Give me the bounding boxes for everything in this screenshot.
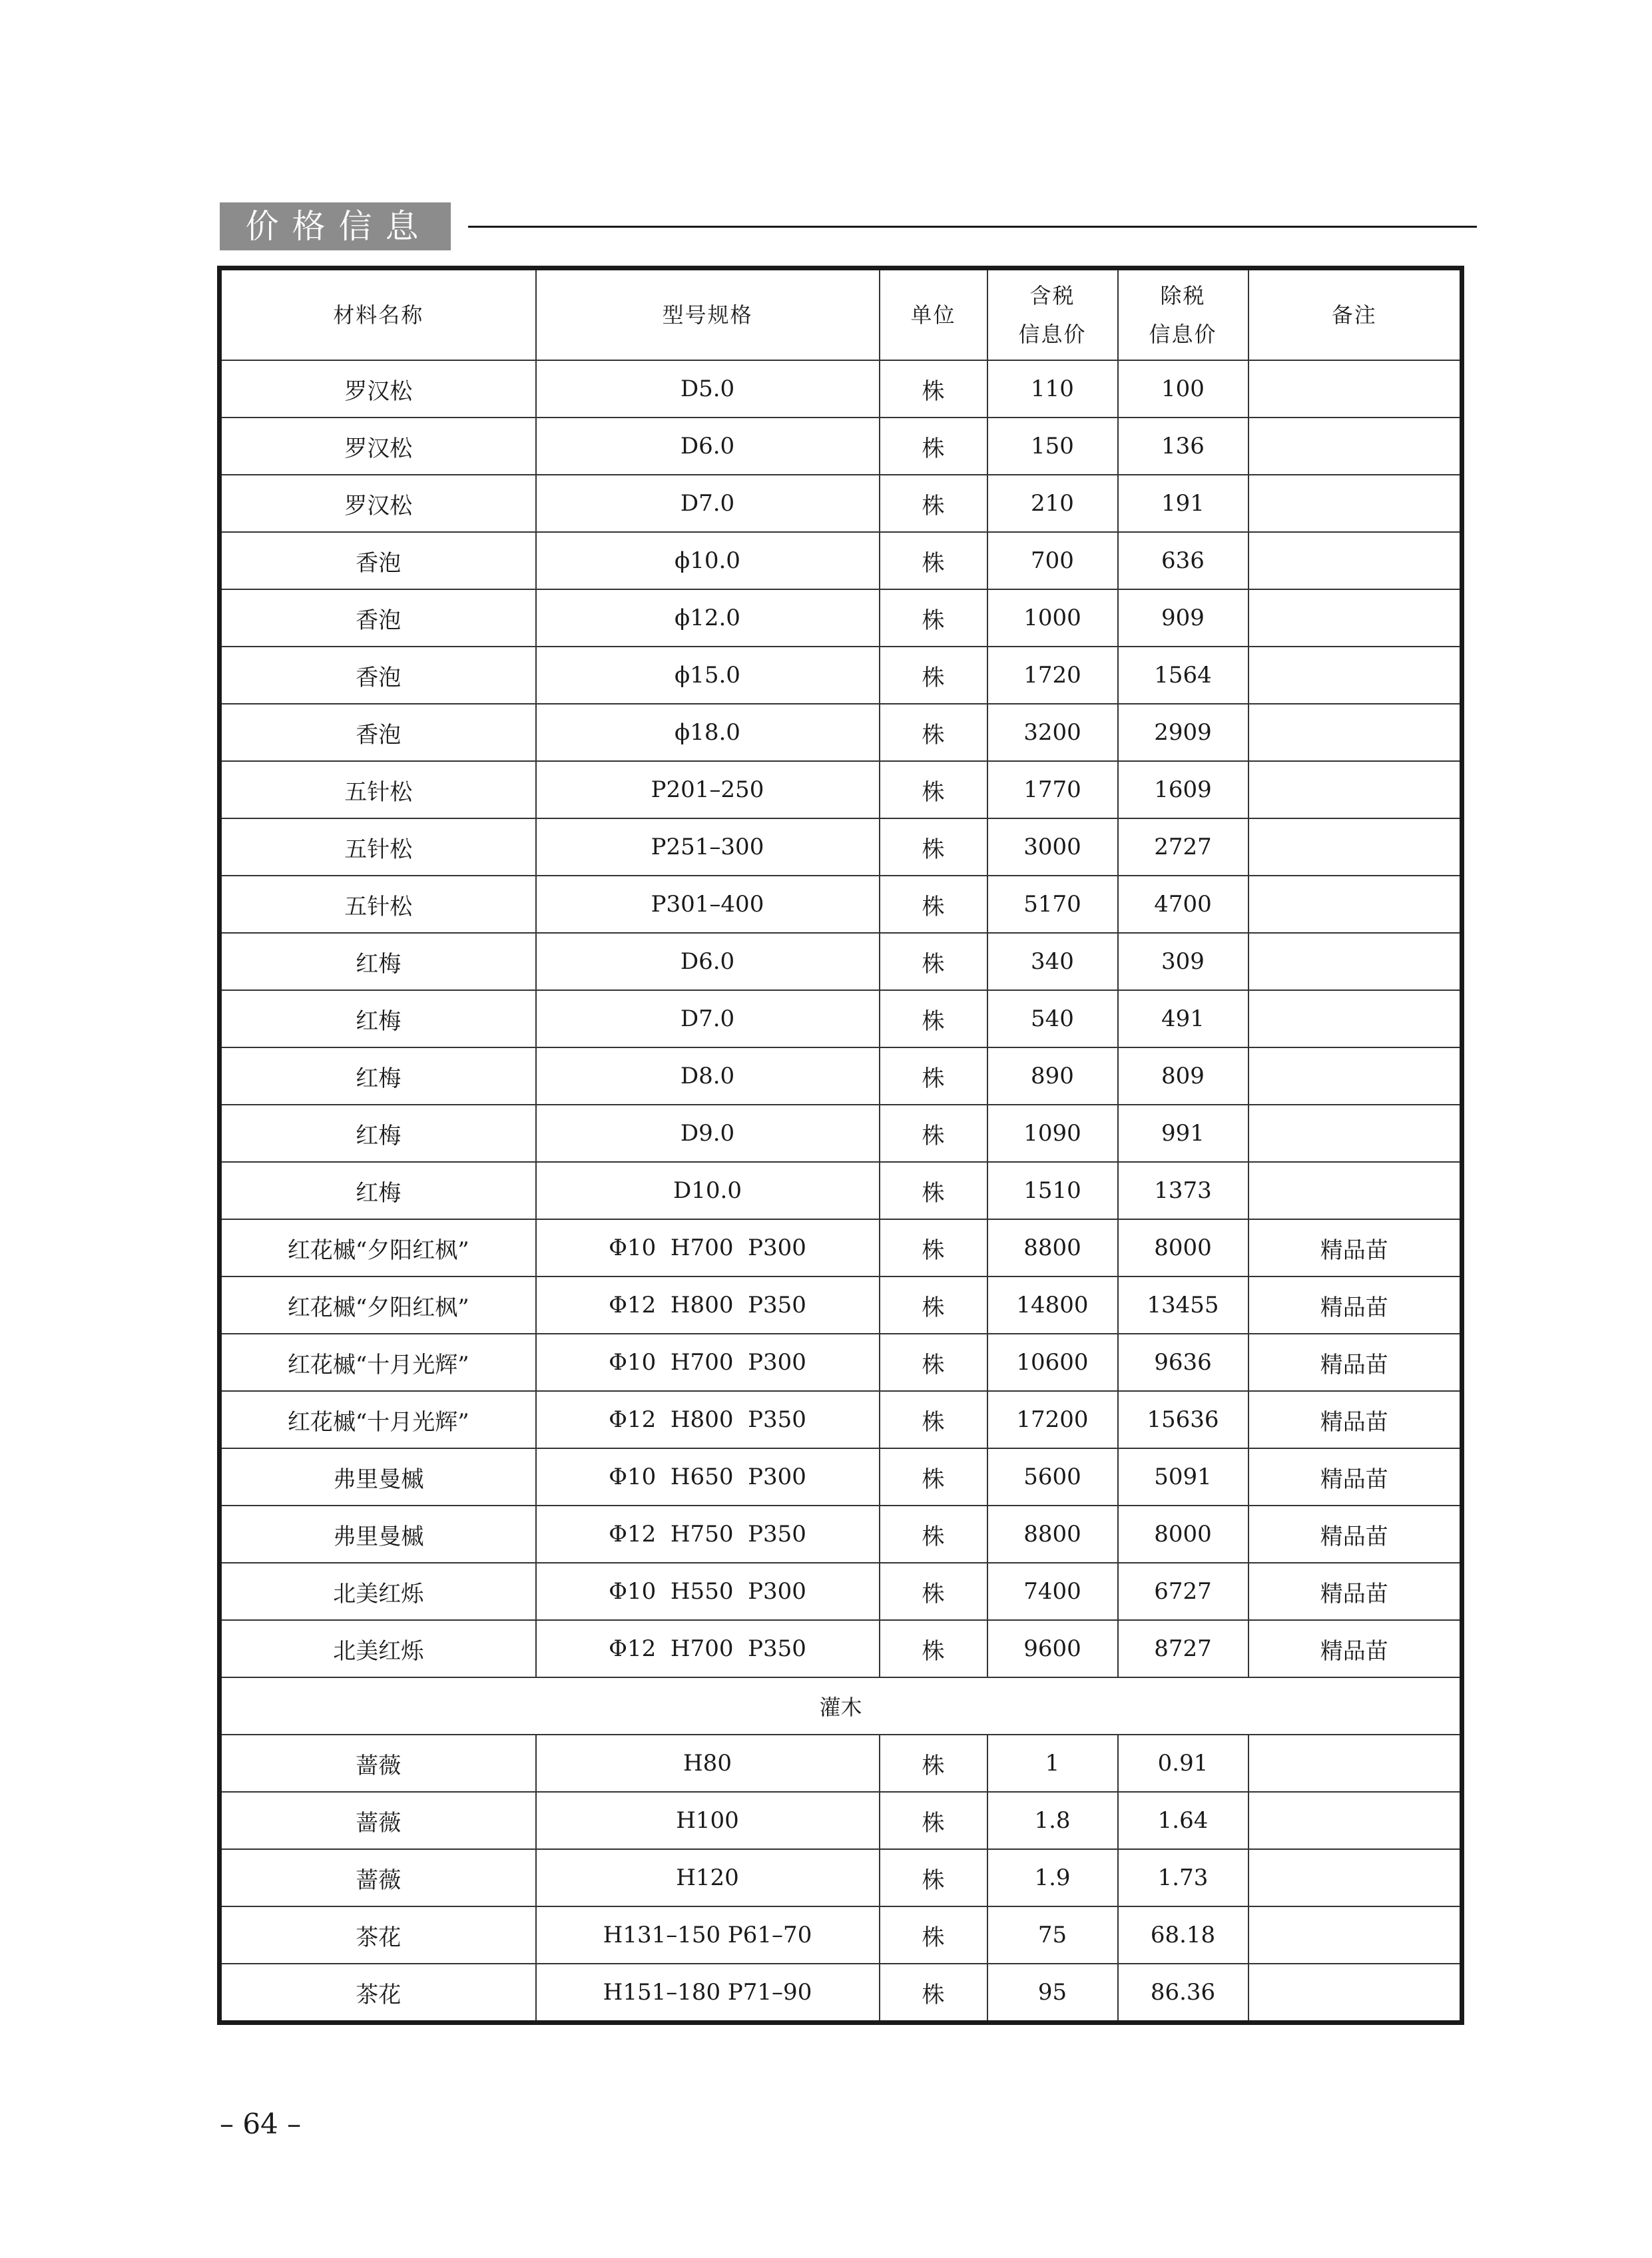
cell-unit: 株 <box>880 1506 987 1563</box>
table-row <box>220 933 1462 990</box>
cell-tax-excl: 909 <box>1118 589 1248 647</box>
cell-spec: D6.0 <box>536 933 880 990</box>
table-row <box>220 1219 1462 1276</box>
cell-note: 精品苗 <box>1248 1563 1462 1620</box>
cell-name: 五针松 <box>220 761 536 818</box>
cell-name: 五针松 <box>220 818 536 876</box>
cell-note <box>1248 532 1462 589</box>
cell-unit: 株 <box>880 1391 987 1448</box>
cell-tax-excl: 5091 <box>1118 1448 1248 1506</box>
cell-unit: 株 <box>880 704 987 761</box>
cell-unit: 株 <box>880 1563 987 1620</box>
table-row <box>220 1735 1462 1792</box>
cell-tax-incl: 8800 <box>987 1219 1118 1276</box>
cell-unit: 株 <box>880 1162 987 1219</box>
cell-name: 罗汉松 <box>220 360 536 418</box>
table-row <box>220 990 1462 1047</box>
cell-tax-incl: 95 <box>987 1964 1118 2023</box>
cell-unit: 株 <box>880 761 987 818</box>
cell-note <box>1248 589 1462 647</box>
cell-name: 弗里曼槭 <box>220 1448 536 1506</box>
cell-tax-excl: 8000 <box>1118 1219 1248 1276</box>
page-number: – 64 – <box>220 2108 302 2140</box>
cell-unit: 株 <box>880 1448 987 1506</box>
cell-note <box>1248 1735 1462 1792</box>
cell-tax-incl: 540 <box>987 990 1118 1047</box>
cell-unit: 株 <box>880 1906 987 1964</box>
cell-name: 北美红烁 <box>220 1563 536 1620</box>
cell-unit: 株 <box>880 475 987 532</box>
table-row <box>220 475 1462 532</box>
header-unit: 单位 <box>880 268 987 361</box>
cell-spec: H80 <box>536 1735 880 1792</box>
header-material-name: 材料名称 <box>220 268 536 361</box>
cell-spec: Φ10 H650 P300 <box>536 1448 880 1506</box>
cell-tax-incl: 700 <box>987 532 1118 589</box>
cell-tax-excl: 1564 <box>1118 647 1248 704</box>
cell-tax-incl: 110 <box>987 360 1118 418</box>
cell-spec: P251–300 <box>536 818 880 876</box>
table-row <box>220 1906 1462 1964</box>
cell-spec: D10.0 <box>536 1162 880 1219</box>
cell-spec: Φ12 H700 P350 <box>536 1620 880 1677</box>
cell-tax-incl: 75 <box>987 1906 1118 1964</box>
table-row <box>220 1792 1462 1849</box>
cell-name: 弗里曼槭 <box>220 1506 536 1563</box>
cell-name: 香泡 <box>220 589 536 647</box>
cell-tax-excl: 809 <box>1118 1047 1248 1105</box>
cell-tax-excl: 1.73 <box>1118 1849 1248 1906</box>
cell-note <box>1248 704 1462 761</box>
cell-name: 五针松 <box>220 876 536 933</box>
cell-tax-incl: 10600 <box>987 1334 1118 1391</box>
cell-tax-excl: 1373 <box>1118 1162 1248 1219</box>
cell-spec: D9.0 <box>536 1105 880 1162</box>
cell-name: 茶花 <box>220 1964 536 2023</box>
cell-spec: D7.0 <box>536 990 880 1047</box>
cell-tax-incl: 1770 <box>987 761 1118 818</box>
cell-name: 红花槭“夕阳红枫” <box>220 1219 536 1276</box>
section-header <box>220 202 1477 250</box>
cell-tax-incl: 1720 <box>987 647 1118 704</box>
table-header-row <box>220 268 1462 361</box>
cell-tax-excl: 1.64 <box>1118 1792 1248 1849</box>
cell-note: 精品苗 <box>1248 1448 1462 1506</box>
cell-tax-excl: 491 <box>1118 990 1248 1047</box>
cell-spec: D7.0 <box>536 475 880 532</box>
cell-tax-excl: 991 <box>1118 1105 1248 1162</box>
header-tax-excl-price: 除税 信息价 <box>1118 268 1248 361</box>
cell-spec: ϕ15.0 <box>536 647 880 704</box>
cell-name: 罗汉松 <box>220 418 536 475</box>
tree-rows <box>220 360 1462 1677</box>
table-row <box>220 532 1462 589</box>
cell-tax-incl: 3200 <box>987 704 1118 761</box>
cell-name: 蔷薇 <box>220 1849 536 1906</box>
cell-note: 精品苗 <box>1248 1276 1462 1334</box>
cell-tax-excl: 100 <box>1118 360 1248 418</box>
cell-unit: 株 <box>880 1735 987 1792</box>
cell-name: 红花槭“夕阳红枫” <box>220 1276 536 1334</box>
cell-note: 精品苗 <box>1248 1620 1462 1677</box>
cell-unit: 株 <box>880 990 987 1047</box>
cell-note: 精品苗 <box>1248 1391 1462 1448</box>
section-divider <box>220 1677 1462 1735</box>
cell-tax-excl: 15636 <box>1118 1391 1248 1448</box>
cell-note <box>1248 818 1462 876</box>
cell-note <box>1248 1792 1462 1849</box>
cell-tax-excl: 8000 <box>1118 1506 1248 1563</box>
table-row <box>220 418 1462 475</box>
cell-name: 红梅 <box>220 933 536 990</box>
table-row <box>220 360 1462 418</box>
cell-tax-incl: 5600 <box>987 1448 1118 1506</box>
cell-name: 蔷薇 <box>220 1792 536 1849</box>
cell-name: 香泡 <box>220 532 536 589</box>
cell-tax-incl: 14800 <box>987 1276 1118 1334</box>
cell-unit: 株 <box>880 1792 987 1849</box>
cell-tax-incl: 210 <box>987 475 1118 532</box>
header-note: 备注 <box>1248 268 1462 361</box>
cell-tax-excl: 9636 <box>1118 1334 1248 1391</box>
cell-unit: 株 <box>880 1620 987 1677</box>
table-row <box>220 589 1462 647</box>
cell-tax-excl: 6727 <box>1118 1563 1248 1620</box>
table-row <box>220 1506 1462 1563</box>
cell-unit: 株 <box>880 360 987 418</box>
cell-unit: 株 <box>880 1047 987 1105</box>
table-row <box>220 1162 1462 1219</box>
cell-tax-excl: 636 <box>1118 532 1248 589</box>
cell-spec: H131–150 P61–70 <box>536 1906 880 1964</box>
cell-note <box>1248 1105 1462 1162</box>
cell-tax-excl: 4700 <box>1118 876 1248 933</box>
cell-tax-excl: 86.36 <box>1118 1964 1248 2023</box>
cell-unit: 株 <box>880 1276 987 1334</box>
cell-tax-incl: 9600 <box>987 1620 1118 1677</box>
table-row <box>220 1334 1462 1391</box>
cell-tax-incl: 1510 <box>987 1162 1118 1219</box>
cell-tax-incl: 17200 <box>987 1391 1118 1448</box>
cell-name: 香泡 <box>220 704 536 761</box>
cell-unit: 株 <box>880 1219 987 1276</box>
cell-spec: Φ10 H550 P300 <box>536 1563 880 1620</box>
cell-spec: Φ10 H700 P300 <box>536 1334 880 1391</box>
cell-unit: 株 <box>880 818 987 876</box>
cell-tax-incl: 1.8 <box>987 1792 1118 1849</box>
header-tax-incl-price: 含税 信息价 <box>987 268 1118 361</box>
table-row <box>220 1563 1462 1620</box>
cell-note <box>1248 360 1462 418</box>
cell-unit: 株 <box>880 1849 987 1906</box>
table-row <box>220 1391 1462 1448</box>
cell-note: 精品苗 <box>1248 1334 1462 1391</box>
cell-spec: ϕ12.0 <box>536 589 880 647</box>
cell-tax-excl: 0.91 <box>1118 1735 1248 1792</box>
cell-tax-excl: 68.18 <box>1118 1906 1248 1964</box>
cell-note <box>1248 876 1462 933</box>
cell-spec: ϕ18.0 <box>536 704 880 761</box>
table-row <box>220 1448 1462 1506</box>
table-row <box>220 876 1462 933</box>
cell-spec: Φ12 H800 P350 <box>536 1391 880 1448</box>
cell-name: 红梅 <box>220 1105 536 1162</box>
table-row <box>220 647 1462 704</box>
cell-spec: P301–400 <box>536 876 880 933</box>
cell-unit: 株 <box>880 589 987 647</box>
cell-unit: 株 <box>880 418 987 475</box>
cell-tax-incl: 890 <box>987 1047 1118 1105</box>
cell-tax-excl: 13455 <box>1118 1276 1248 1334</box>
cell-tax-excl: 2727 <box>1118 818 1248 876</box>
table-row <box>220 704 1462 761</box>
cell-note <box>1248 418 1462 475</box>
cell-spec: Φ10 H700 P300 <box>536 1219 880 1276</box>
cell-tax-excl: 8727 <box>1118 1620 1248 1677</box>
cell-note <box>1248 933 1462 990</box>
cell-name: 红梅 <box>220 1162 536 1219</box>
cell-spec: Φ12 H750 P350 <box>536 1506 880 1563</box>
header-spec: 型号规格 <box>536 268 880 361</box>
cell-note <box>1248 1906 1462 1964</box>
section-row <box>220 1677 1462 1735</box>
cell-note: 精品苗 <box>1248 1506 1462 1563</box>
section-title: 价格信息 <box>220 202 451 250</box>
table-row <box>220 761 1462 818</box>
cell-tax-incl: 7400 <box>987 1563 1118 1620</box>
price-table <box>217 266 1464 2025</box>
table-row <box>220 1620 1462 1677</box>
table-row <box>220 1047 1462 1105</box>
cell-unit: 株 <box>880 1334 987 1391</box>
cell-spec: Φ12 H800 P350 <box>536 1276 880 1334</box>
cell-name: 红梅 <box>220 990 536 1047</box>
cell-name: 罗汉松 <box>220 475 536 532</box>
cell-tax-excl: 1609 <box>1118 761 1248 818</box>
cell-tax-incl: 3000 <box>987 818 1118 876</box>
cell-note <box>1248 1162 1462 1219</box>
cell-spec: D8.0 <box>536 1047 880 1105</box>
cell-note <box>1248 990 1462 1047</box>
cell-name: 红花槭“十月光辉” <box>220 1391 536 1448</box>
cell-name: 红梅 <box>220 1047 536 1105</box>
cell-tax-incl: 1090 <box>987 1105 1118 1162</box>
cell-spec: D6.0 <box>536 418 880 475</box>
cell-note <box>1248 761 1462 818</box>
cell-spec: ϕ10.0 <box>536 532 880 589</box>
cell-note <box>1248 475 1462 532</box>
table-row <box>220 1849 1462 1906</box>
cell-note <box>1248 647 1462 704</box>
cell-name: 茶花 <box>220 1906 536 1964</box>
cell-tax-incl: 8800 <box>987 1506 1118 1563</box>
cell-unit: 株 <box>880 532 987 589</box>
header-rule <box>468 226 1477 228</box>
cell-tax-excl: 191 <box>1118 475 1248 532</box>
cell-unit: 株 <box>880 1105 987 1162</box>
cell-tax-excl: 136 <box>1118 418 1248 475</box>
cell-unit: 株 <box>880 876 987 933</box>
cell-name: 香泡 <box>220 647 536 704</box>
table-row <box>220 1276 1462 1334</box>
cell-unit: 株 <box>880 1964 987 2023</box>
cell-tax-incl: 150 <box>987 418 1118 475</box>
cell-spec: D5.0 <box>536 360 880 418</box>
cell-spec: H100 <box>536 1792 880 1849</box>
table-row <box>220 818 1462 876</box>
section-label: 灌木 <box>220 1677 1462 1735</box>
cell-name: 红花槭“十月光辉” <box>220 1334 536 1391</box>
table-row <box>220 1964 1462 2023</box>
cell-name: 北美红烁 <box>220 1620 536 1677</box>
cell-tax-incl: 1.9 <box>987 1849 1118 1906</box>
cell-tax-incl: 340 <box>987 933 1118 990</box>
cell-note <box>1248 1849 1462 1906</box>
table-row <box>220 1105 1462 1162</box>
cell-note <box>1248 1047 1462 1105</box>
cell-tax-excl: 2909 <box>1118 704 1248 761</box>
cell-note <box>1248 1964 1462 2023</box>
cell-spec: H151–180 P71–90 <box>536 1964 880 2023</box>
cell-tax-incl: 5170 <box>987 876 1118 933</box>
cell-tax-incl: 1000 <box>987 589 1118 647</box>
shrub-rows <box>220 1735 1462 2023</box>
cell-unit: 株 <box>880 933 987 990</box>
cell-spec: H120 <box>536 1849 880 1906</box>
cell-note: 精品苗 <box>1248 1219 1462 1276</box>
cell-unit: 株 <box>880 647 987 704</box>
cell-name: 蔷薇 <box>220 1735 536 1792</box>
cell-tax-incl: 1 <box>987 1735 1118 1792</box>
cell-tax-excl: 309 <box>1118 933 1248 990</box>
cell-spec: P201–250 <box>536 761 880 818</box>
